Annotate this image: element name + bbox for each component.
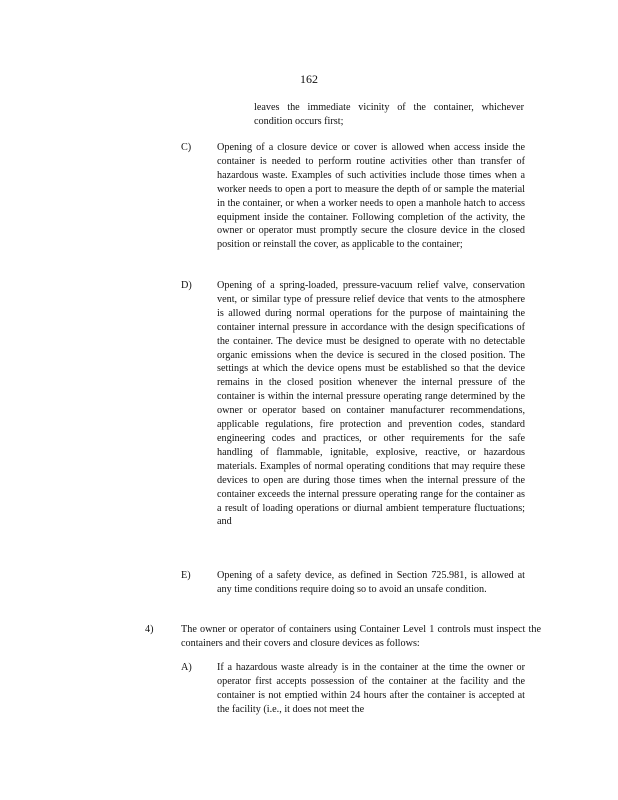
item-text-c: Opening of a closure device or cover is allowed when access inside the container is needed to perform routine activities other than transfer of hazardous waste. Examples of such activities include those times when a worker needs to open a port to measure the depth of or sample the material in the container, or when a worker needs to open a manhole hatch to access equipment inside the container. Following completion of the activity, the owner or operator must promptly secure the closure device in the closed position or reinstall the cover, as applicable to the container;: [217, 142, 525, 251]
item-label-e: E): [181, 570, 191, 581]
subitem-text-a: If a hazardous waste already is in the container at the time the owner or operator first accepts possession of the container at the facility and the container is not emptied within 24 hours after the container is accepted at the facility (i.e., it does not meet the: [217, 662, 525, 715]
item-label-d: D): [181, 280, 192, 291]
item-text-d: Opening of a spring-loaded, pressure-vacuum relief valve, conservation vent, or similar type of pressure relief device that vents to the atmosphere is allowed during normal operations for the purpose of maintaining the container internal pressure in accordance with the design specifications of the container. The device must be designed to operate with no detectable organic emissions when the device is secured in the closed position. The settings at which the device opens must be established so that the device remains in the closed position whenever the internal pressure of the container is within the internal pressure operating range determined by the owner or operator based on container manufacturer recommendations, applicable regulations, fire protection and prevention codes, standard engineering codes and practices, or other requirements for the safe handling of flammable, ignitable, explosive, reactive, or hazardous materials. Examples of normal operating conditions that may require these devices to open are during those times when the internal pressure of the container exceeds the internal pressure operating range for the container as a result of loading operations or diurnal ambient temperature fluctuations; and: [217, 280, 525, 528]
section-text-4: The owner or operator of containers using Container Level 1 controls must inspect the containers and their covers and closure devices as follows:: [181, 624, 541, 649]
item-label-c: C): [181, 142, 192, 153]
subitem-label-a: A): [181, 662, 192, 673]
item-text-e: Opening of a safety device, as defined in Section 725.981, is allowed at any time conditions require doing so to avoid an unsafe condition.: [217, 570, 525, 595]
continuation-text: leaves the immediate vicinity of the container, whichever condition occurs first;: [254, 102, 524, 127]
page-number: 162: [300, 72, 318, 86]
section-label-4: 4): [145, 624, 154, 635]
